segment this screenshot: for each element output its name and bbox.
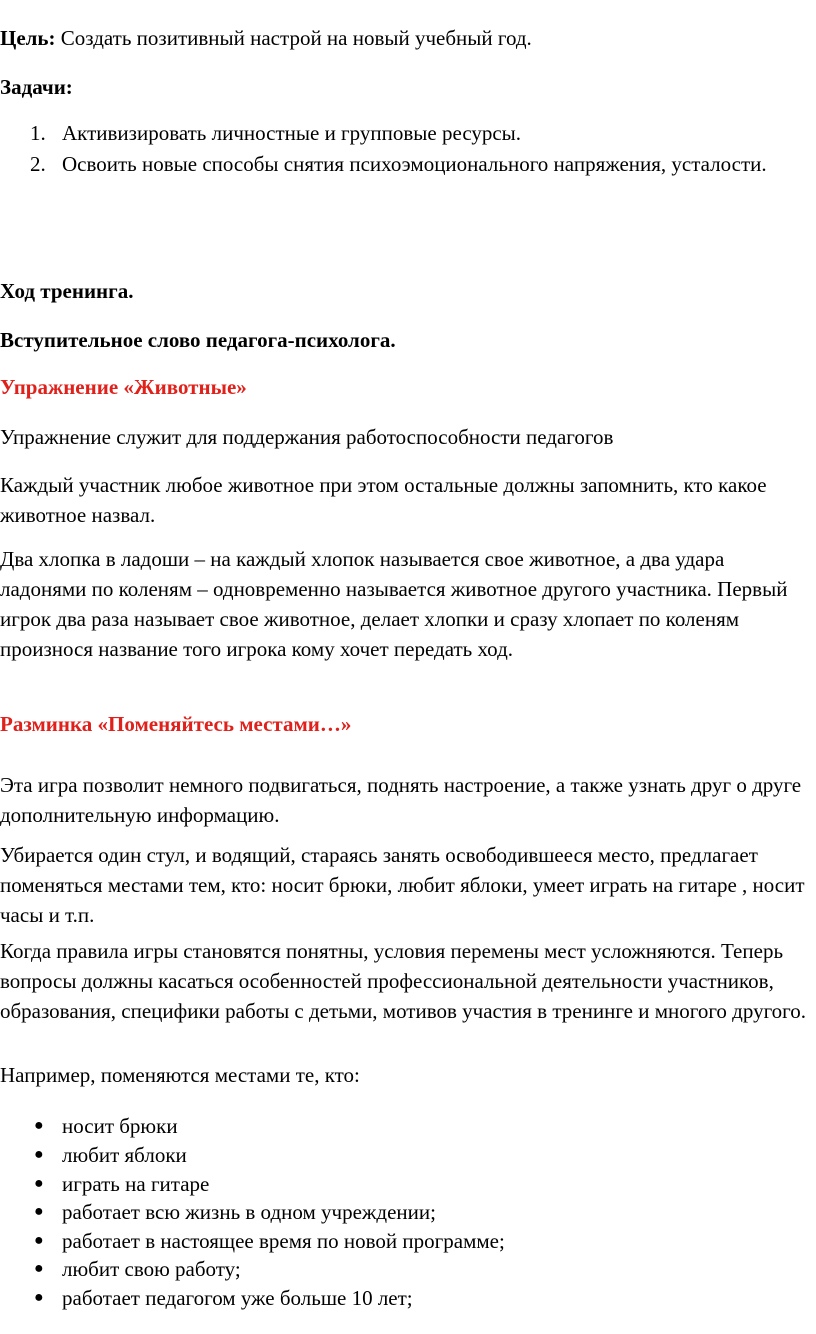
training-heading: Ход тренинга. [0,279,134,303]
list-item-text: работает педагогом уже больше 10 лет; [62,1286,413,1310]
exercise-animals-paragraph: Упражнение служит для поддержания работоспособности педагогов [0,425,614,449]
goal-text: Создать позитивный настрой на новый учебный год. [55,26,532,50]
list-item-text: любит свою работу; [62,1257,241,1281]
bullet-icon: ● [34,1175,44,1192]
warmup-title: Разминка «Поменяйтесь местами…» [0,712,352,736]
bullet-icon: ● [34,1289,44,1306]
warmup-paragraph: Когда правила игры становятся понятны, условия перемены мест усложняются. Теперь вопросы должны касаться особенностей профессиональной деятельности участников, образования, специфики работы с детьми, мотивов участия в тренинге и многого другого. [0,939,807,1023]
list-item-text: играть на гитаре [62,1172,210,1196]
exercise-animals-title: Упражнение «Животные» [0,375,247,399]
bullet-icon: ● [34,1117,44,1134]
bullet-icon: ● [34,1232,44,1249]
goal-line [0,23,808,53]
bullet-icon: ● [34,1146,44,1163]
bullet-icon: ● [34,1260,44,1277]
list-item-text: работает всю жизнь в одном учреждении; [62,1200,436,1224]
warmup-paragraph: Эта игра позволит немного подвигаться, поднять настроение, а также узнать друг о друге дополнительную информацию. [0,773,802,827]
exercise-animals-paragraph: Каждый участник любое животное при этом остальные должны запомнить, кто какое животное назвал. [0,473,767,527]
task-number: 1. [30,121,46,145]
list-item-text: носит брюки [62,1114,178,1138]
exercise-animals-paragraph: Два хлопка в ладоши – на каждый хлопок называется свое животное, а два удара ладонями по коленям – одновременно называется животное другого участника. Первый игрок два раза называет свое животное, делает хлопки и сразу хлопает по коленям произнося название того игрока кому хочет передать ход. [0,547,788,661]
goal-label: Цель: [0,26,56,50]
tasks-heading: Задачи: [0,75,73,99]
warmup-paragraph: Убирается один стул, и водящий, стараясь занять освободившееся место, предлагает поменяться местами тем, кто: носит брюки, любит яблоки, умеет играть на гитаре , носит часы и т.п. [0,843,805,927]
bullet-icon: ● [34,1203,44,1220]
task-number: 2. [30,152,46,176]
list-item-text: любит яблоки [62,1143,187,1167]
warmup-paragraph: Например, поменяются местами те, кто: [0,1063,360,1087]
task-text: Активизировать личностные и групповые ресурсы. [62,121,522,145]
list-item-text: работает в настоящее время по новой программе; [62,1229,505,1253]
intro-heading: Вступительное слово педагога-психолога. [0,328,396,352]
task-text: Освоить новые способы снятия психоэмоционального напряжения, усталости. [62,152,767,176]
